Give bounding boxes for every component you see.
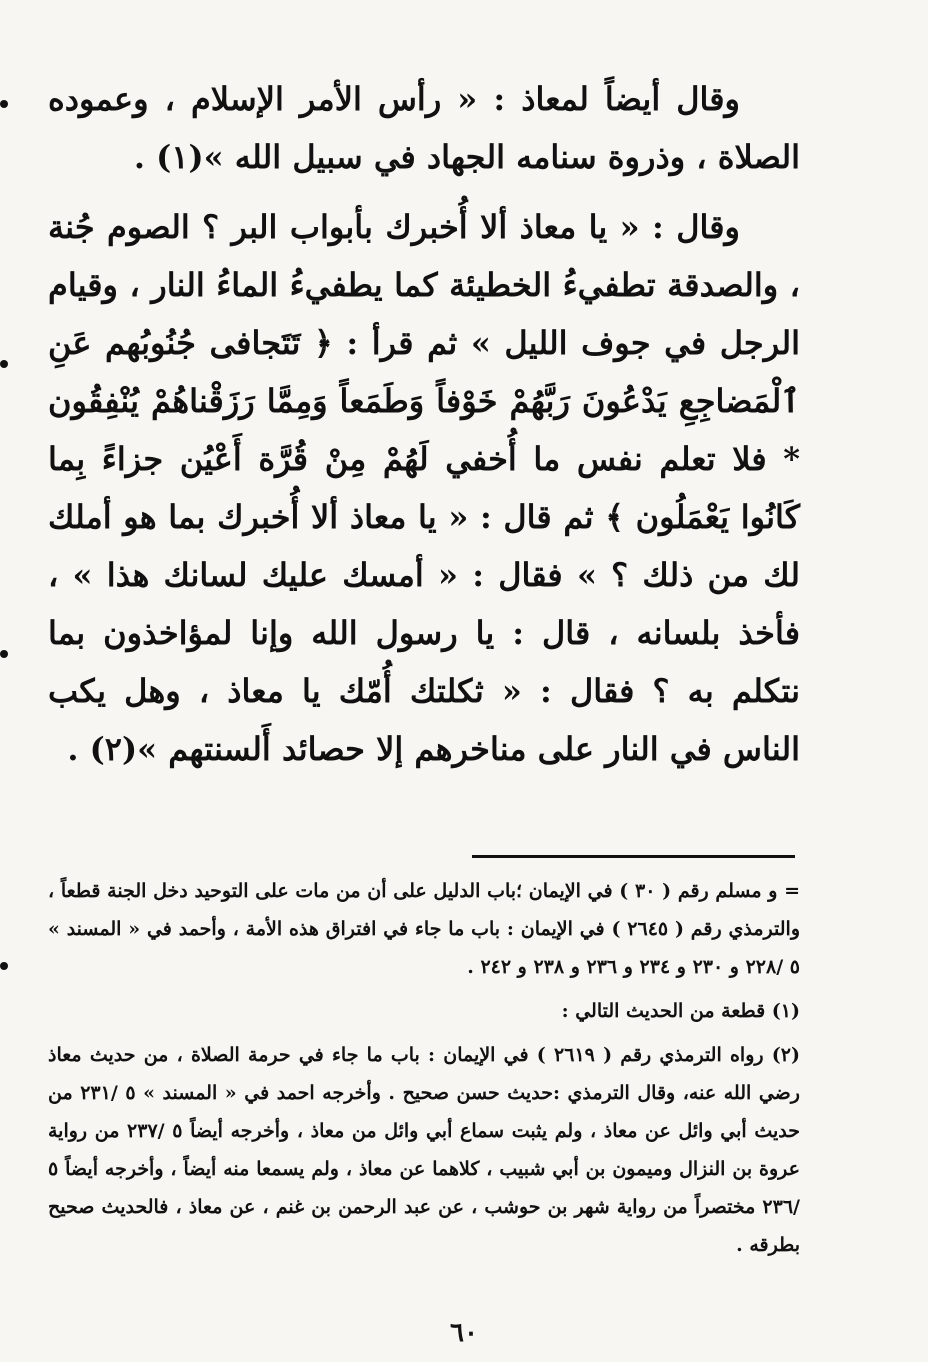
footnote-continuation: = و مسلم رقم ( ٣٠ ) في الإيمان ؛باب الدليل على أن من مات على التوحيد دخل الجنة قطعاً ، والترمذي رقم ( ٢٦٤٥ ) في الإيمان : باب ما جاء في افتراق هذه الأمة ، وأحمد في « المسند » ٥ /٢٢٨ و ٢٣٠ و ٢٣٤ و ٢٣٦ و ٢٣٨ و ٢٤٢ . (48, 880, 801, 978)
margin-dot (0, 962, 8, 970)
footnote-2: (٢) رواه الترمذي رقم ( ٢٦١٩ ) في الإيمان : باب ما جاء في حرمة الصلاة ، من حديث معاذ رضي الله عنه، وقال الترمذي :حديث حسن صحيح . وأخرجه احمد في « المسند » ٥ /٢٣١ من حديث أبي وائل عن معاذ ، ولم يثبت سماع أبي وائل من معاذ ، وأخرجه أيضاً ٥ /٢٣٧ من رواية عروة بن النزال وميمون بن أبي شبيب ، كلاهما عن معاذ ، ولم يسمعا منه أيضاً ، وأخرجه أيضاً ٥ /٢٣٦ مختصراً من رواية شهر بن حوشب ، عن عبد الرحمن بن غنم ، عن معاذ ، فالحديث صحيح بطرقه . (48, 1044, 800, 1256)
paragraph-muadh-islam: وقال أيضاً لمعاذ : « رأس الأمر الإسلام ، وعموده الصلاة ، وذروة سنامه الجهاد في سبيل الله »(١) . (48, 80, 800, 176)
margin-dot (0, 100, 8, 108)
page-number: ٦٠ (450, 1318, 478, 1348)
main-text (48, 70, 800, 790)
paragraph-gates-of-righteousness: وقال : « يا معاذ ألا أُخبرك بأبواب البر ؟ الصوم جُنة ، والصدقة تطفيءُ الخطيئة كما يطفيءُ الماءُ النار ، وقيام الرجل في جوف الليل » ثم قرأ : ﴿ تَتَجافى جُنُوبُهم عَنِ ٱلْمَضاجِعِ يَدْعُونَ رَبَّهُمْ خَوْفاً وَطَمَعاً وَمِمَّا رَزَقْناهُمْ يُنْفِقُون * فلا تعلم نفس ما أُخفي لَهُمْ مِنْ قُرَّة أَعْيُن جزاءً بِما كَانُوا يَعْمَلُون ﴾ ثم قال : « يا معاذ ألا أُخبرك بما هو أملك لك من ذلك ؟ » فقال : « أمسك عليك لسانك هذا » ، فأخذ بلسانه ، قال : يا رسول الله وإنا لمؤاخذون بما نتكلم به ؟ فقال : « ثكلتك أُمّك يا معاذ ، وهل يكب الناس في النار على مناخرهم إلا حصائد أَلسنتهم »(٢) . (48, 208, 800, 768)
margin-dot (0, 360, 8, 368)
margin-dot (0, 650, 8, 658)
footnotes (48, 872, 800, 1270)
footnote-1: (١) قطعة من الحديث التالي : (561, 1000, 800, 1022)
footnote-divider (472, 855, 795, 858)
